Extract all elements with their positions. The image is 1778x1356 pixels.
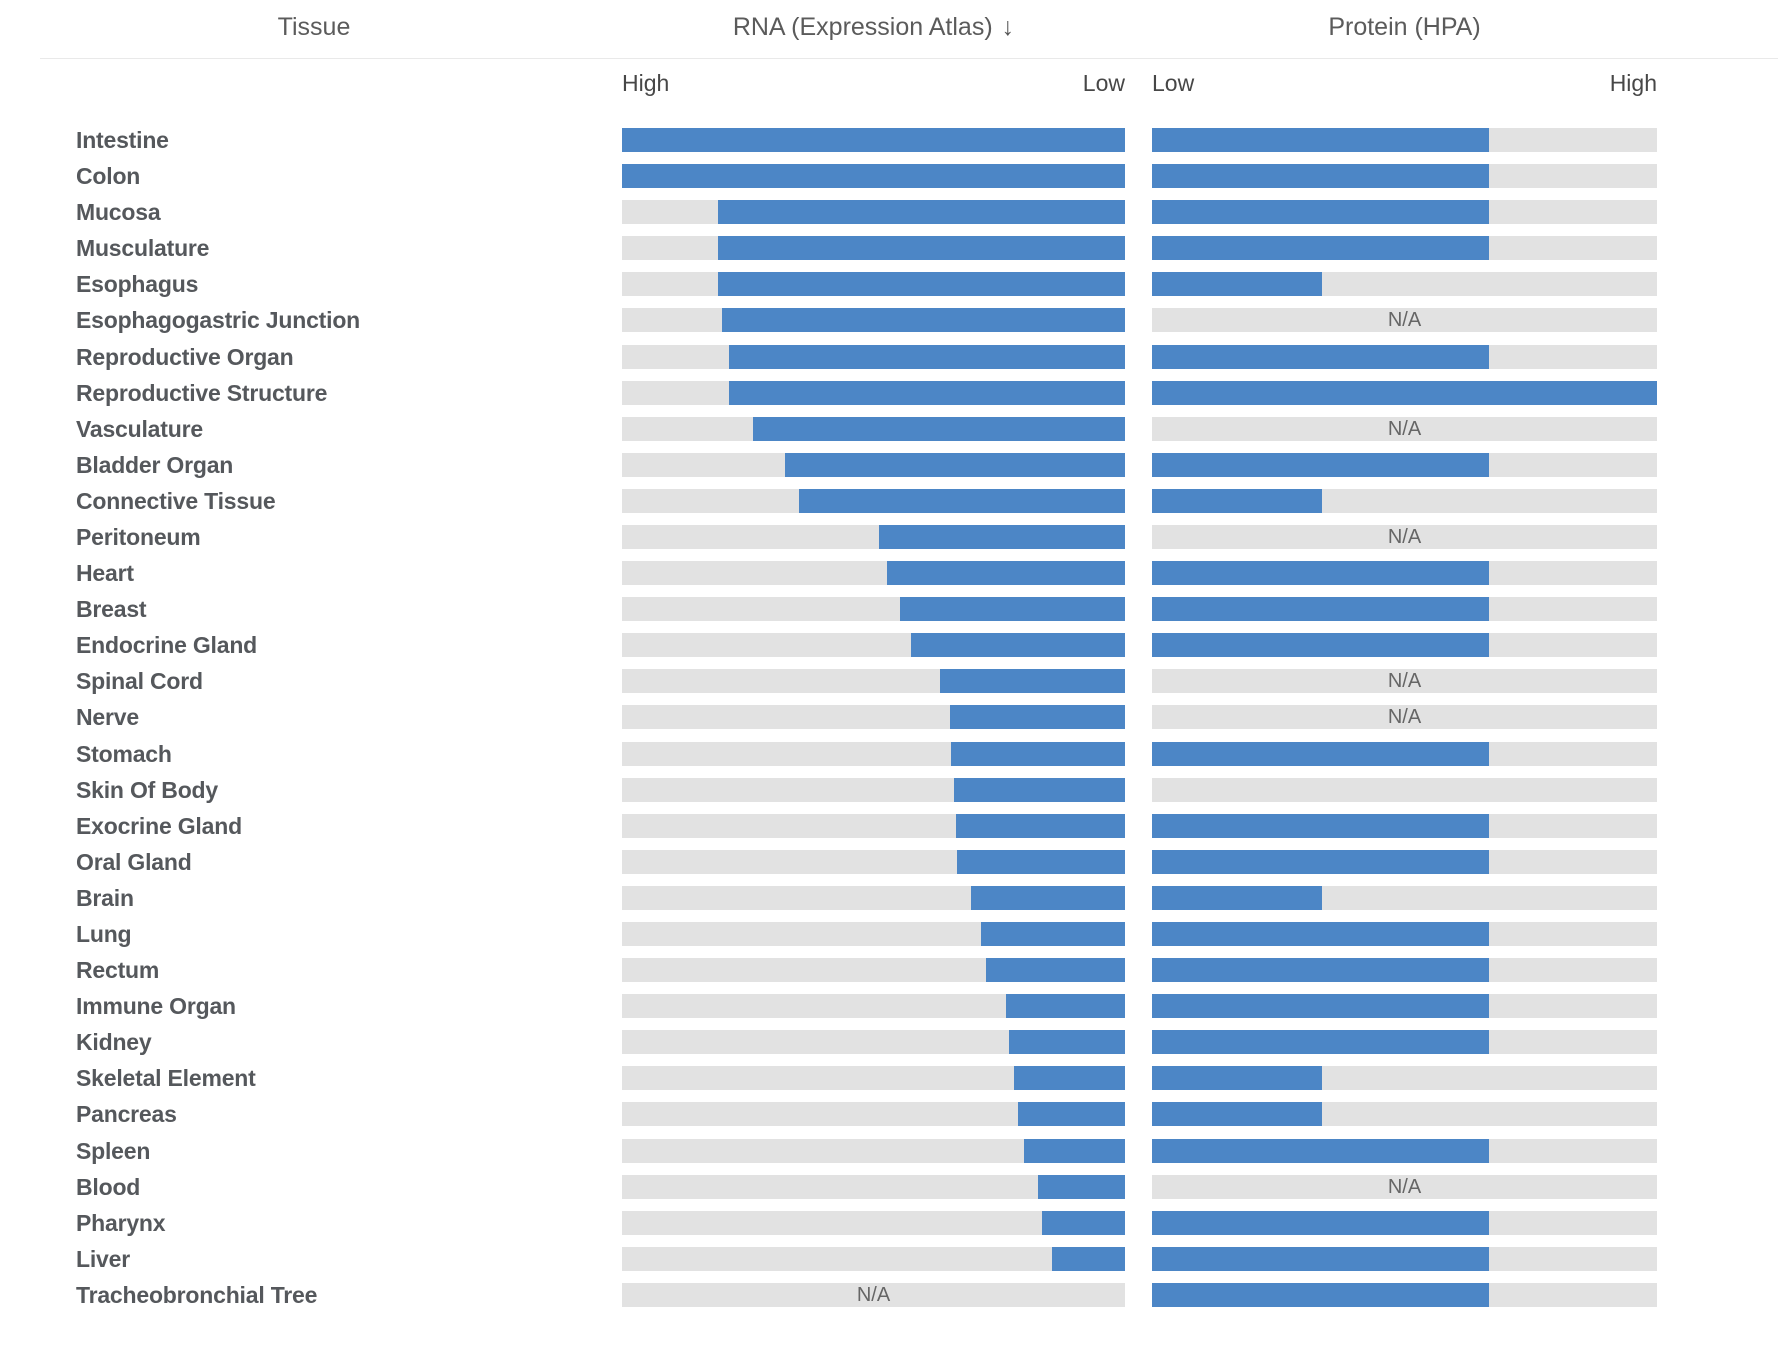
na-label: N/A xyxy=(1387,309,1422,331)
rna-bar xyxy=(954,778,1125,802)
protein-bar xyxy=(1152,236,1489,260)
rna-track xyxy=(622,164,1125,188)
protein-bar xyxy=(1152,1283,1489,1307)
protein-bar xyxy=(1152,1139,1489,1163)
na-label: N/A xyxy=(1387,1176,1422,1198)
tissue-label: Bladder Organ xyxy=(76,452,234,478)
rna-track xyxy=(622,128,1125,152)
rna-track xyxy=(622,1030,1125,1054)
table-row xyxy=(0,778,1778,802)
protein-bar xyxy=(1152,958,1489,982)
tissue-label: Nerve xyxy=(76,704,139,730)
rna-track xyxy=(622,453,1125,477)
tissue-label: Spinal Cord xyxy=(76,668,203,694)
tissue-label: Endocrine Gland xyxy=(76,632,258,658)
protein-track xyxy=(1152,1102,1657,1126)
na-label: N/A xyxy=(856,1284,891,1306)
rna-track xyxy=(622,1175,1125,1199)
protein-track xyxy=(1152,236,1657,260)
rna-track xyxy=(622,1139,1125,1163)
protein-bar xyxy=(1152,345,1489,369)
protein-track xyxy=(1152,164,1657,188)
rna-track xyxy=(622,525,1125,549)
rna-bar xyxy=(718,272,1125,296)
rna-track xyxy=(622,381,1125,405)
tissue-label: Liver xyxy=(76,1246,130,1272)
protein-track xyxy=(1152,633,1657,657)
table-row xyxy=(0,525,1778,549)
rna-bar xyxy=(971,886,1125,910)
protein-track xyxy=(1152,958,1657,982)
rna-track xyxy=(622,633,1125,657)
rna-bar xyxy=(1018,1102,1125,1126)
table-row xyxy=(0,886,1778,910)
rna-track xyxy=(622,669,1125,693)
table-row xyxy=(0,308,1778,332)
table-row xyxy=(0,922,1778,946)
rna-bar xyxy=(957,850,1125,874)
protein-track xyxy=(1152,200,1657,224)
rna-scale-low-label: Low xyxy=(1082,70,1125,96)
column-header-tissue[interactable]: Tissue xyxy=(277,13,351,41)
rna-bar xyxy=(900,597,1125,621)
rna-bar xyxy=(981,922,1125,946)
rna-track xyxy=(622,922,1125,946)
rna-bar xyxy=(1042,1211,1125,1235)
tissue-label: Mucosa xyxy=(76,199,161,225)
rna-scale-high-label: High xyxy=(622,70,670,96)
rna-track xyxy=(622,994,1125,1018)
table-row xyxy=(0,1283,1778,1307)
na-label: N/A xyxy=(1387,418,1422,440)
tissue-label: Musculature xyxy=(76,235,210,261)
na-label: N/A xyxy=(1387,706,1422,728)
table-row xyxy=(0,814,1778,838)
rna-track xyxy=(622,1247,1125,1271)
protein-track xyxy=(1152,1211,1657,1235)
tissue-label: Pharynx xyxy=(76,1210,166,1236)
rna-bar xyxy=(729,381,1125,405)
protein-bar xyxy=(1152,597,1489,621)
tissue-label: Lung xyxy=(76,921,132,947)
rna-bar xyxy=(1024,1139,1125,1163)
protein-track xyxy=(1152,1247,1657,1271)
rna-bar xyxy=(1009,1030,1125,1054)
rna-track xyxy=(622,345,1125,369)
protein-track xyxy=(1152,489,1657,513)
rna-track xyxy=(622,886,1125,910)
rna-track xyxy=(622,597,1125,621)
protein-track xyxy=(1152,381,1657,405)
table-row xyxy=(0,345,1778,369)
tissue-label: Stomach xyxy=(76,741,172,767)
rna-bar xyxy=(1014,1066,1125,1090)
tissue-label: Esophagus xyxy=(76,271,199,297)
rna-bar xyxy=(911,633,1125,657)
rna-bar xyxy=(622,128,1125,152)
protein-track xyxy=(1152,1066,1657,1090)
protein-track xyxy=(1152,850,1657,874)
protein-scale-low-label: Low xyxy=(1152,70,1195,96)
table-row xyxy=(0,381,1778,405)
tissue-label: Blood xyxy=(76,1174,141,1200)
na-label: N/A xyxy=(1387,526,1422,548)
tissue-label: Skeletal Element xyxy=(76,1065,256,1091)
table-row xyxy=(0,272,1778,296)
table-row xyxy=(0,1066,1778,1090)
rna-track xyxy=(622,561,1125,585)
protein-track xyxy=(1152,128,1657,152)
tissue-label: Peritoneum xyxy=(76,524,201,550)
table-row xyxy=(0,236,1778,260)
rna-bar xyxy=(722,308,1125,332)
protein-bar xyxy=(1152,633,1489,657)
tissue-label: Rectum xyxy=(76,957,160,983)
protein-track xyxy=(1152,597,1657,621)
tissue-label: Tracheobronchial Tree xyxy=(76,1282,318,1308)
tissue-label: Spleen xyxy=(76,1138,151,1164)
tissue-label: Immune Organ xyxy=(76,993,236,1019)
protein-bar xyxy=(1152,453,1489,477)
rna-track xyxy=(622,272,1125,296)
rna-track xyxy=(622,814,1125,838)
rna-bar xyxy=(986,958,1125,982)
rna-track xyxy=(622,778,1125,802)
rna-track xyxy=(622,742,1125,766)
column-header-rna-label: RNA (Expression Atlas) xyxy=(732,13,993,41)
table-row xyxy=(0,669,1778,693)
rna-bar xyxy=(622,164,1125,188)
rna-bar xyxy=(1052,1247,1125,1271)
table-row xyxy=(0,958,1778,982)
protein-bar xyxy=(1152,742,1489,766)
rna-bar xyxy=(718,200,1125,224)
rna-bar xyxy=(956,814,1125,838)
rna-bar xyxy=(1006,994,1125,1018)
protein-bar xyxy=(1152,561,1489,585)
protein-track xyxy=(1152,453,1657,477)
protein-bar xyxy=(1152,381,1657,405)
protein-bar xyxy=(1152,1102,1322,1126)
protein-bar xyxy=(1152,128,1489,152)
protein-bar xyxy=(1152,1247,1489,1271)
rna-scale-row xyxy=(622,68,1125,98)
tissue-label: Colon xyxy=(76,163,141,189)
protein-bar xyxy=(1152,272,1322,296)
protein-track xyxy=(1152,814,1657,838)
table-row xyxy=(0,1139,1778,1163)
rna-bar xyxy=(753,417,1125,441)
tissue-label: Oral Gland xyxy=(76,849,192,875)
rna-bar xyxy=(1038,1175,1125,1199)
table-row xyxy=(0,994,1778,1018)
rna-bar xyxy=(879,525,1125,549)
protein-track xyxy=(1152,669,1657,693)
protein-bar xyxy=(1152,994,1489,1018)
table-row xyxy=(0,1102,1778,1126)
table-row xyxy=(0,1247,1778,1271)
column-header-protein[interactable]: Protein (HPA) xyxy=(1328,13,1481,41)
protein-bar xyxy=(1152,200,1489,224)
protein-track xyxy=(1152,417,1657,441)
protein-track xyxy=(1152,778,1657,802)
protein-track xyxy=(1152,1283,1657,1307)
rna-track xyxy=(622,850,1125,874)
protein-bar xyxy=(1152,850,1489,874)
table-row xyxy=(0,200,1778,224)
tissue-label: Breast xyxy=(76,596,147,622)
protein-track xyxy=(1152,994,1657,1018)
protein-track xyxy=(1152,1175,1657,1199)
protein-bar xyxy=(1152,814,1489,838)
protein-track xyxy=(1152,308,1657,332)
rna-bar xyxy=(887,561,1125,585)
rna-track xyxy=(622,1102,1125,1126)
tissue-label: Intestine xyxy=(76,127,169,153)
protein-track xyxy=(1152,922,1657,946)
protein-bar xyxy=(1152,1030,1489,1054)
protein-scale-high-label: High xyxy=(1609,70,1657,96)
protein-bar xyxy=(1152,489,1322,513)
rna-track xyxy=(622,236,1125,260)
table-row xyxy=(0,164,1778,188)
header-divider xyxy=(40,58,1778,59)
table-row xyxy=(0,128,1778,152)
rna-bar xyxy=(718,236,1125,260)
protein-track xyxy=(1152,272,1657,296)
table-row xyxy=(0,561,1778,585)
protein-bar xyxy=(1152,1066,1322,1090)
table-row xyxy=(0,417,1778,441)
table-row xyxy=(0,850,1778,874)
protein-track xyxy=(1152,742,1657,766)
table-row xyxy=(0,489,1778,513)
tissue-label: Exocrine Gland xyxy=(76,813,242,839)
protein-scale-row xyxy=(1152,68,1657,98)
tissue-label: Heart xyxy=(76,560,134,586)
table-row xyxy=(0,705,1778,729)
table-row xyxy=(0,453,1778,477)
na-label: N/A xyxy=(1387,670,1422,692)
rna-track xyxy=(622,308,1125,332)
rna-bar xyxy=(729,345,1125,369)
rna-track xyxy=(622,958,1125,982)
table-row xyxy=(0,1175,1778,1199)
protein-track xyxy=(1152,705,1657,729)
protein-track xyxy=(1152,561,1657,585)
rna-bar xyxy=(950,705,1125,729)
tissue-label: Reproductive Organ xyxy=(76,344,294,370)
rna-track xyxy=(622,200,1125,224)
table-row xyxy=(0,742,1778,766)
protein-bar xyxy=(1152,1211,1489,1235)
protein-track xyxy=(1152,345,1657,369)
rna-track xyxy=(622,417,1125,441)
protein-bar xyxy=(1152,922,1489,946)
table-row xyxy=(0,1030,1778,1054)
tissue-label: Pancreas xyxy=(76,1101,177,1127)
tissue-label: Esophagogastric Junction xyxy=(76,307,361,333)
rna-bar xyxy=(785,453,1125,477)
protein-track xyxy=(1152,1139,1657,1163)
table-row xyxy=(0,597,1778,621)
rna-track xyxy=(622,1283,1125,1307)
protein-bar xyxy=(1152,164,1489,188)
rna-track xyxy=(622,489,1125,513)
rna-track xyxy=(622,1066,1125,1090)
protein-track xyxy=(1152,886,1657,910)
rna-track xyxy=(622,1211,1125,1235)
tissue-label: Vasculature xyxy=(76,416,203,442)
tissue-label: Skin Of Body xyxy=(76,777,219,803)
tissue-label: Connective Tissue xyxy=(76,488,276,514)
rna-bar xyxy=(940,669,1125,693)
rna-bar xyxy=(951,742,1125,766)
protein-track xyxy=(1152,1030,1657,1054)
column-header-rna[interactable] xyxy=(622,10,1125,44)
rna-track xyxy=(622,705,1125,729)
table-row xyxy=(0,633,1778,657)
rna-bar xyxy=(799,489,1125,513)
sort-descending-icon: ↓ xyxy=(1001,13,1015,41)
protein-bar xyxy=(1152,886,1322,910)
table-row xyxy=(0,1211,1778,1235)
tissue-label: Kidney xyxy=(76,1029,152,1055)
tissue-label: Reproductive Structure xyxy=(76,380,328,406)
protein-track xyxy=(1152,525,1657,549)
tissue-label: Brain xyxy=(76,885,134,911)
